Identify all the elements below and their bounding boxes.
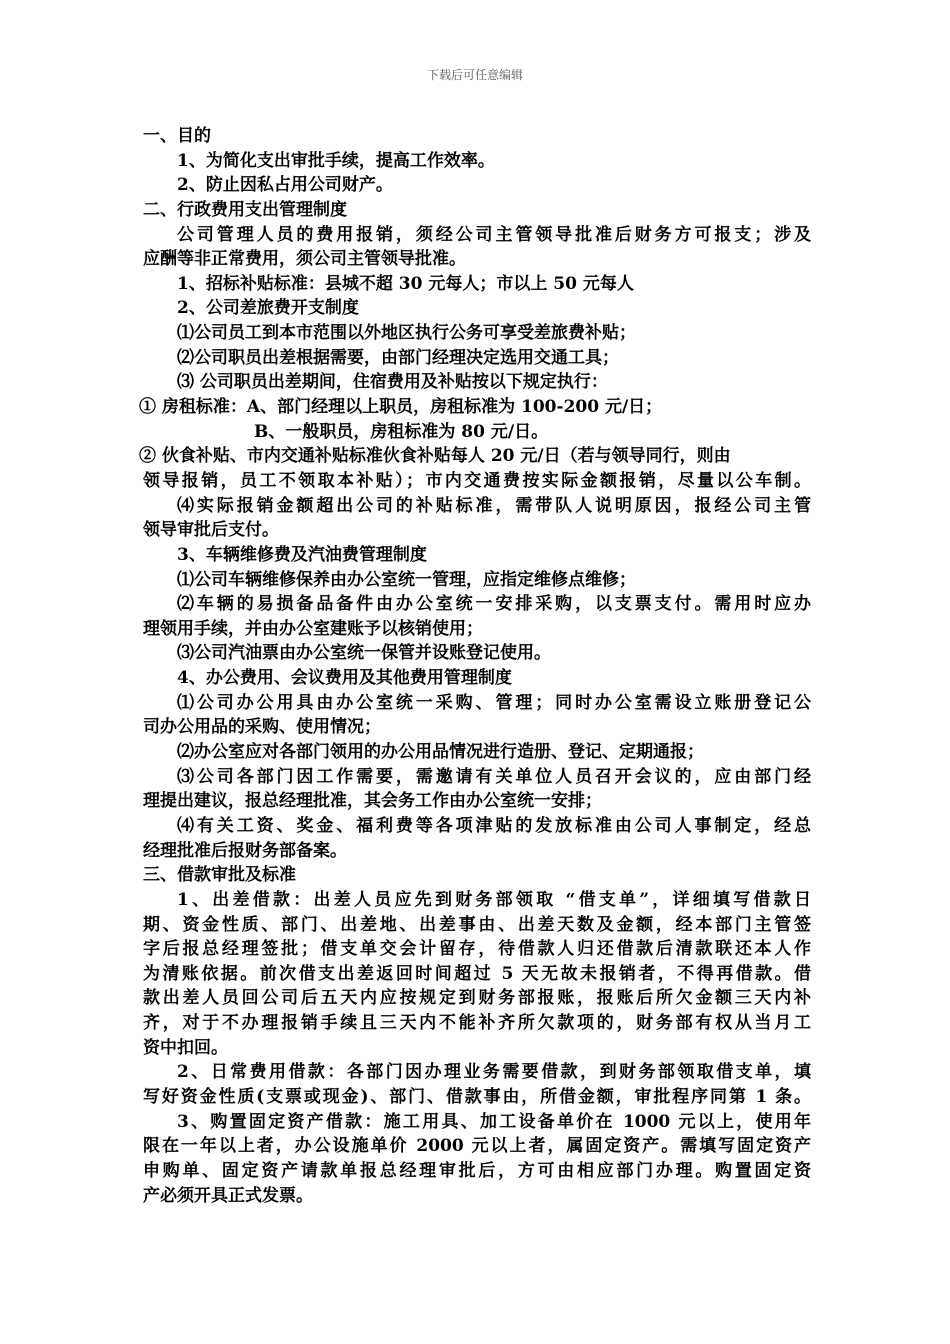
- text-line: B、一般职员，房租标准为 80 元/日。: [254, 421, 549, 442]
- page-header-note: 下载后可任意编辑: [426, 68, 523, 82]
- text-line: ⑷有关工资、奖金、福利费等各项津贴的发放标准由公司人事制定，经总: [177, 815, 811, 836]
- text-line: 写好资金性质(支票或现金)、部门、借款事由，所借金额，审批程序同第 1 条。: [143, 1086, 811, 1107]
- text-line: 2、防止因私占用公司财产。: [177, 175, 393, 196]
- text-line: 3、车辆维修费及汽油费管理制度: [177, 544, 427, 565]
- text-line: 4、办公费用、会议费用及其他费用管理制度: [177, 668, 512, 689]
- text-line: 二、行政费用支出管理制度: [143, 199, 347, 220]
- text-line: ⑶公司各部门因工作需要，需邀请有关单位人员召开会议的，应由部门经: [177, 766, 811, 787]
- text-line: 期、资金性质、部门、出差地、出差事由、出差天数及金额，经本部门主管签: [143, 914, 811, 935]
- text-line: 2、日常费用借款：各部门因办理业务需要借款，到财务部领取借支单，填: [177, 1062, 811, 1083]
- text-line: 2、公司差旅费开支制度: [177, 298, 359, 319]
- text-line: 限在一年以上者，办公设施单价 2000 元以上者，属固定资产。需填写固定资产: [143, 1136, 811, 1157]
- text-line: 为清账依据。前次借支出差返回时间超过 5 天无故未报销者，不得再借款。借: [143, 963, 811, 984]
- text-line: ⑴公司员工到本市范围以外地区执行公务可享受差旅费补贴；: [177, 323, 636, 344]
- text-line: 字后报总经理签批；借支单交会计留存，待借款人归还借款后清款联还本人作: [143, 939, 811, 960]
- text-line: 3、购置固定资产借款：施工用具、加工设备单价在 1000 元以上，使用年: [177, 1111, 811, 1132]
- text-line: 1、出差借款：出差人员应先到财务部领取 “借支单”，详细填写借款日: [177, 889, 811, 910]
- text-line: 款出差人员回公司后五天内应按规定到财务部报账，报账后所欠金额三天内补: [143, 988, 811, 1009]
- text-line: 1、招标补贴标准：县城不超 30 元每人；市以上 50 元每人: [177, 273, 634, 294]
- text-line: 经理批准后报财务部备案。: [143, 840, 347, 861]
- text-line: ⑶ 公司职员出差期间，住宿费用及补贴按以下规定执行：: [177, 372, 608, 393]
- text-line: 产必须开具正式发票。: [143, 1185, 313, 1206]
- text-line: 应酬等非正常费用，须公司主管领导批准。: [143, 249, 466, 270]
- text-line: 领导审批后支付。: [143, 520, 279, 541]
- text-line: ⑵办公室应对各部门领用的办公用品情况进行造册、登记、定期通报；: [177, 742, 704, 763]
- text-line: ① 房租标准：A、部门经理以上职员，房租标准为 100-200 元/日；: [139, 397, 663, 418]
- text-line: 领导报销，员工不领取本补贴）；市内交通费按实际金额报销，尽量以公车制。: [143, 470, 811, 491]
- text-line: 三、借款审批及标准: [143, 865, 296, 886]
- text-line: ⑵公司职员出差根据需要，由部门经理决定选用交通工具；: [177, 347, 619, 368]
- text-line: 1、为简化支出审批手续，提高工作效率。: [177, 150, 495, 171]
- text-line: ② 伙食补贴、市内交通补贴标准伙食补贴每人 20 元/日（若与领导同行，则由: [139, 446, 731, 467]
- text-line: 齐，对于不办理报销手续且三天内不能补齐所欠款项的，财务部有权从当月工: [143, 1013, 811, 1034]
- text-line: ⑵车辆的易损备品备件由办公室统一安排采购，以支票支付。需用时应办: [177, 594, 811, 615]
- text-line: 公司管理人员的费用报销，须经公司主管领导批准后财务方可报支；涉及: [177, 224, 811, 245]
- text-line: 理领用手续，并由办公室建账予以核销使用；: [143, 618, 483, 639]
- text-line: ⑷实际报销金额超出公司的补贴标准，需带队人说明原因，报经公司主管: [177, 495, 811, 516]
- text-line: 司办公用品的采购、使用情况；: [143, 717, 381, 738]
- text-line: 资中扣回。: [143, 1037, 228, 1058]
- text-line: ⑴公司办公用具由办公室统一采购、管理；同时办公室需设立账册登记公: [177, 692, 811, 713]
- text-line: 理提出建议，报总经理批准，其会务工作由办公室统一安排；: [143, 791, 602, 812]
- text-line: 申购单、固定资产请款单报总经理审批后，方可由相应部门办理。购置固定资: [143, 1160, 811, 1181]
- document-body: [139, 124, 811, 1208]
- text-line: ⑶公司汽油票由办公室统一保管并设账登记使用。: [177, 643, 551, 664]
- text-line: ⑴公司车辆维修保养由办公室统一管理，应指定维修点维修；: [177, 569, 636, 590]
- text-line: 一、目的: [143, 126, 211, 146]
